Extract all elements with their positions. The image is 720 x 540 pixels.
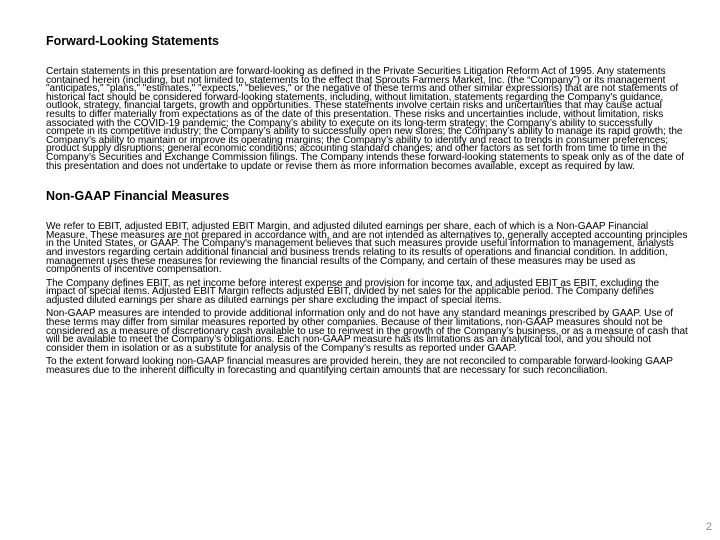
- page-number: 2: [705, 521, 712, 533]
- non-gaap-paragraph-1: We refer to EBIT, adjusted EBIT, adjusted EBIT Margin, and adjusted diluted earnings per share, each of which is a Non-GAAP Financial Measure. These measures are not prepared in accordance with, and are not intended as alternatives to, generally accepted accounting principles in the United States, or GAAP. The Company's management believes that such measures provide useful information to management, analysts and investors regarding certain additional financial and business trends relating to its results of operations and financial condition. In addition, management uses these measures for reviewing the financial results of the Company, and certain of these measures may be used as components of incentive compensation.: [46, 221, 688, 276]
- forward-looking-paragraph: Certain statements in this presentation are forward-looking as defined in the Private Securities Litigation Reform Act of 1995. Any statements contained herein (including, but not limited to, statements to the effect that Sprouts Farmers Market, Inc. (the “Company”) or its management "anticipates," "plans," "estimates," "expects," "believes," or the negative of these terms and other similar expressions) that are not statements of historical fact should be considered forward-looking statements, including, without limitation, statements regarding the Company’s guidance, outlook, strategy, financial targets, growth and opportunities. These statements involve certain risks and uncertainties that may cause actual results to differ materially from expectations as of the date of this presentation. These risks and uncertainties include, without limitation, risks associated with the COVID-19 pandemic; the Company’s ability to execute on its long-term strategy; the Company’s ability to successfully compete in its competitive industry; the Company’s ability to successfully open new stores; the Company’s ability to manage its rapid growth; the Company’s ability to maintain or improve its operating margins; the Company’s ability to identify and react to trends in consumer preferences; product supply disruptions; general economic conditions; accounting standard changes; and other factors as set forth from time to time in the Company’s Securities and Exchange Commission filings. The Company intends these forward-looking statements to speak only as of the date of this presentation and does not undertake to update or revise them as more information becomes available, except as required by law.: [46, 66, 684, 172]
- non-gaap-paragraph-2: The Company defines EBIT, as net income before interest expense and provision for income tax, and adjusted EBIT as EBIT, excluding the impact of special items. Adjusted EBIT Margin reflects adjusted EBIT, divided by net sales for the applicable period. The Company defines adjusted diluted earnings per share as diluted earnings per share excluding the impact of special items.: [46, 277, 660, 306]
- heading-non-gaap-financial-measures: Non-GAAP Financial Measures: [46, 189, 230, 204]
- non-gaap-paragraph-3: Non-GAAP measures are intended to provide additional information only and do not have any standard meanings prescribed by GAAP. Use of these terms may differ from similar measures reported by other companies. Because of their limitations, non-GAAP measures should not be considered as a measure of discretionary cash available to use to reinvest in the growth of the Company’s business, or as a measure of cash that will be available to meet the Company’s obligations. Each non-GAAP measure has its limitations as an analytical tool, and you should not consider them in isolation or as a substitute for analysis of the Company’s results as reported under GAAP.: [46, 308, 688, 354]
- non-gaap-paragraph-4: To the extent forward looking non-GAAP financial measures are provided herein, they are not reconciled to comparable forward-looking GAAP measures due to the inherent difficulty in forecasting and quantifying certain amounts that are necessary for such reconciliation.: [46, 356, 673, 377]
- heading-forward-looking-statements: Forward-Looking Statements: [46, 34, 219, 48]
- slide-content: [46, 33, 688, 376]
